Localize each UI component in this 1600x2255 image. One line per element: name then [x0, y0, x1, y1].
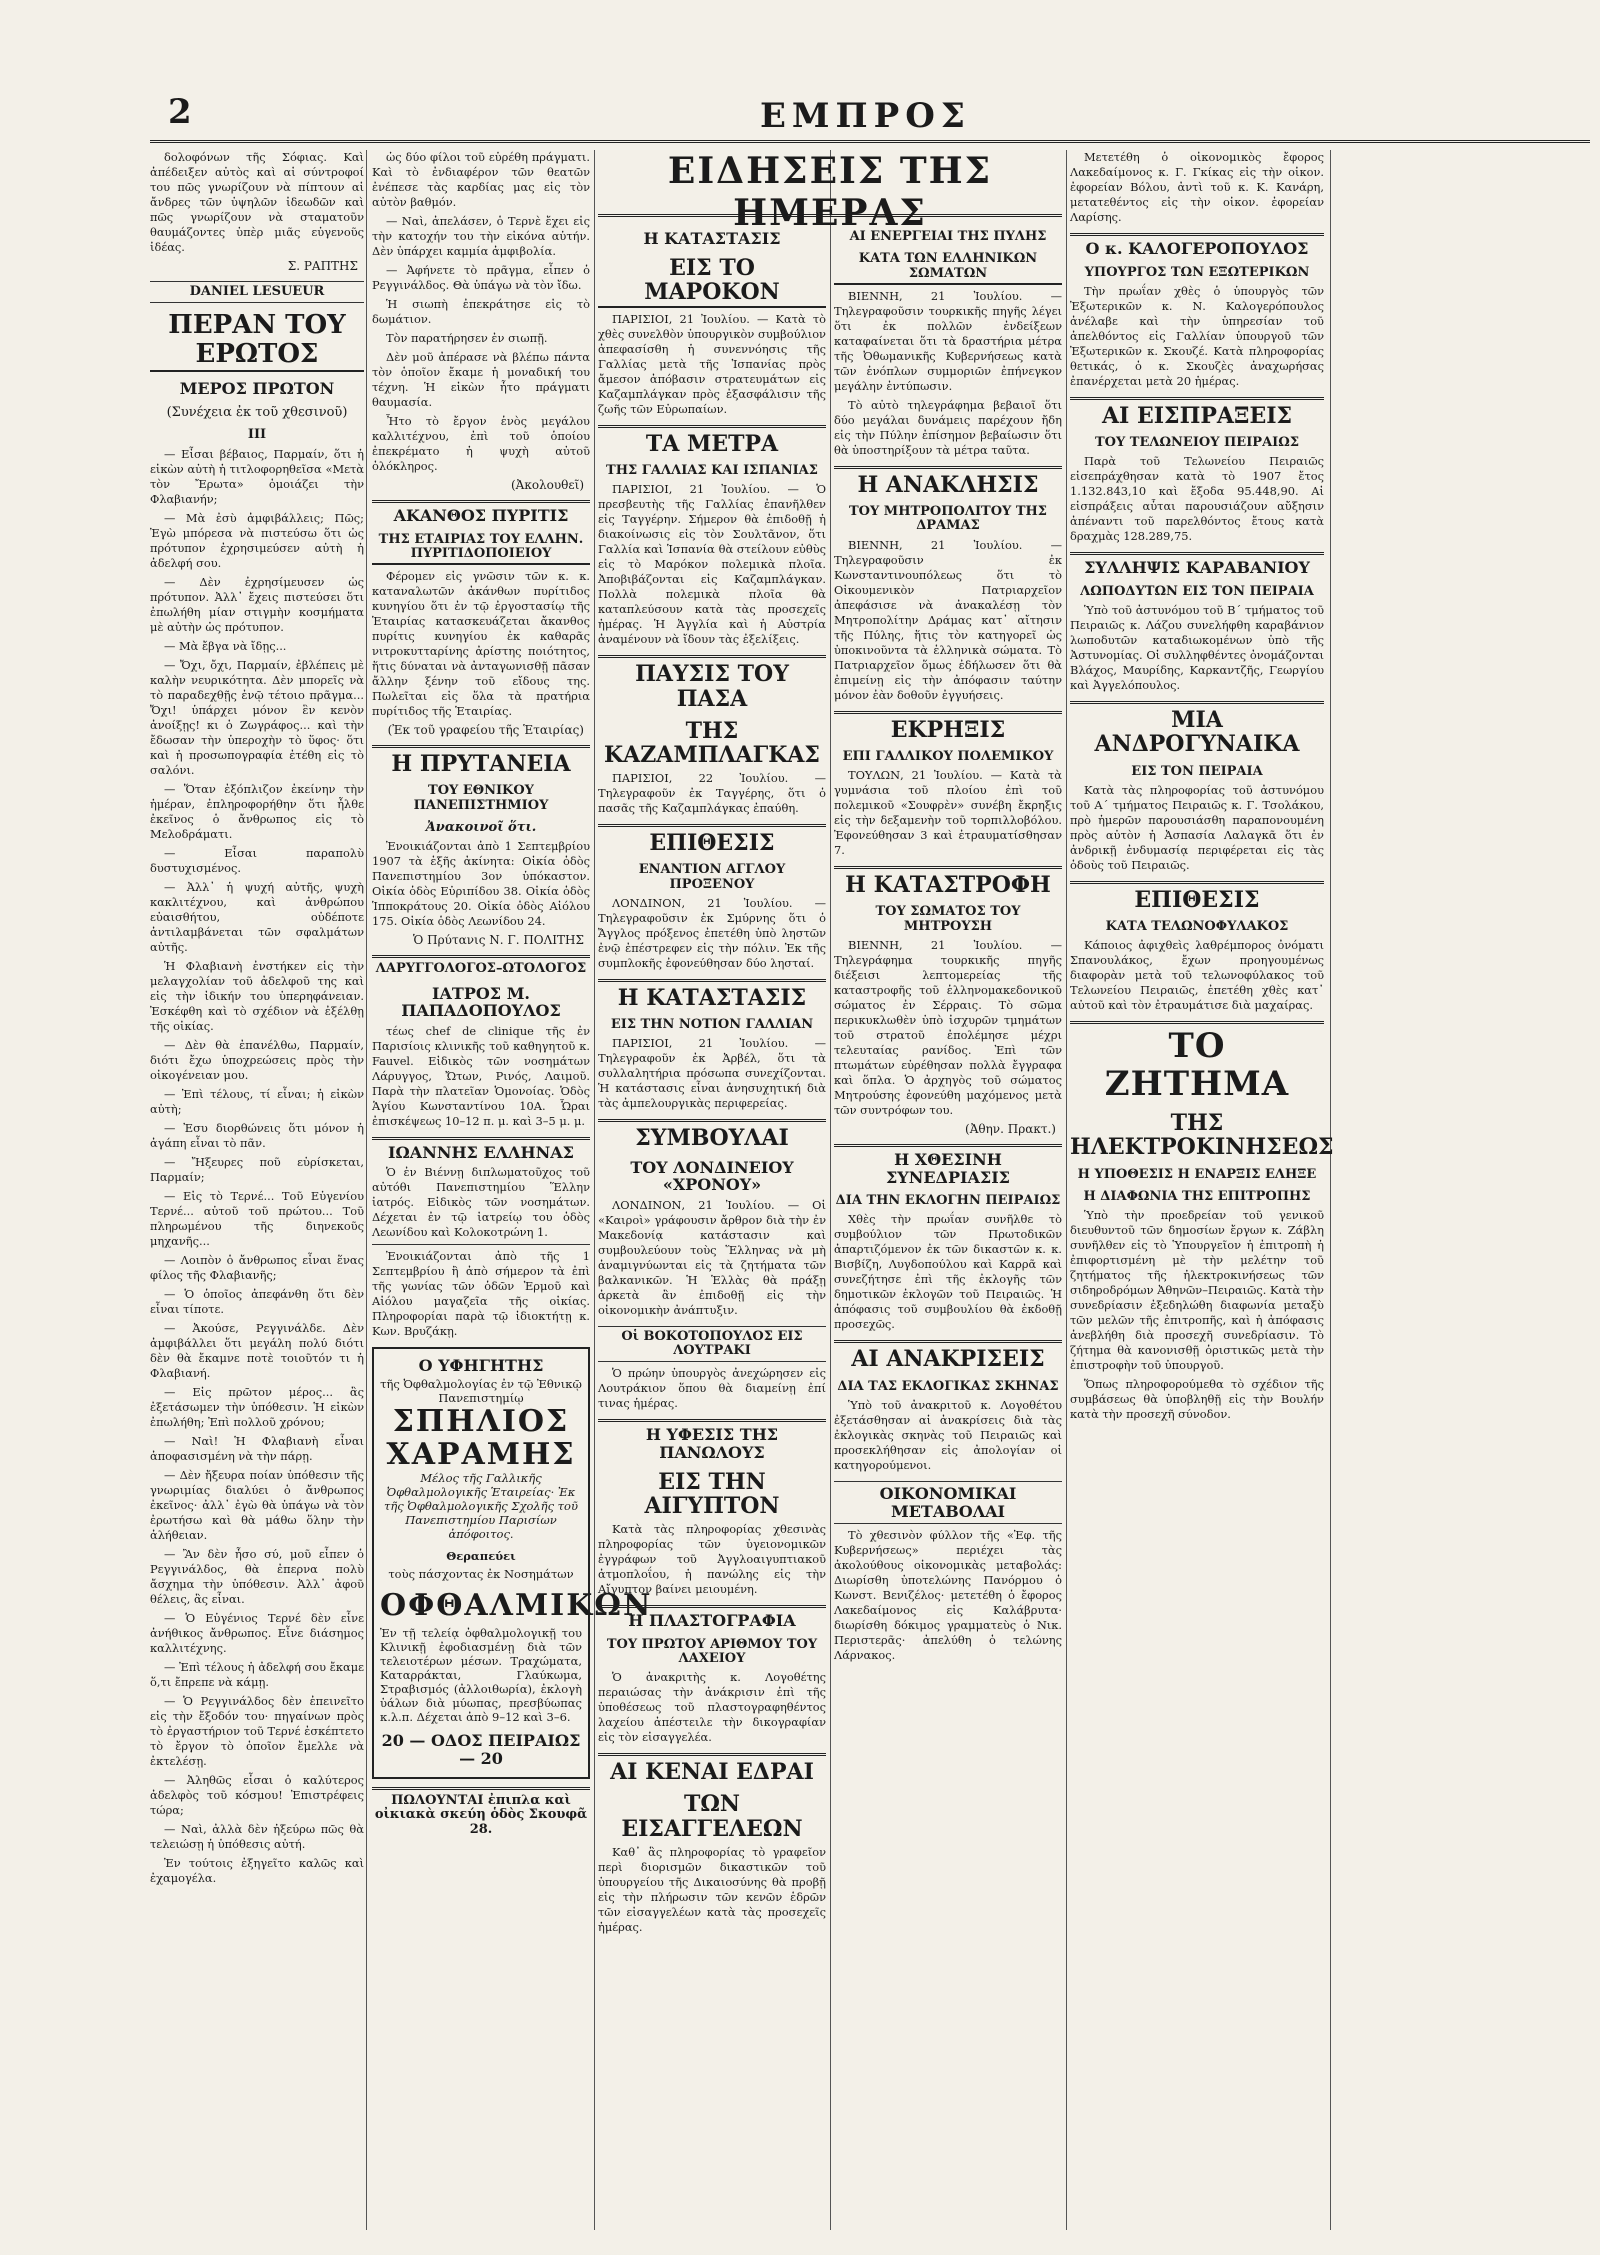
news-body: Ὑπὸ τοῦ ἀνακριτοῦ κ. Λογοθέτου ἐξετάσθησαν αἱ ἀνακρίσεις διὰ τὰς ἐκλογικὰς σκηνὰς τοῦ Πειραιῶς καὶ προσεκλήθησαν εἰς ἀπολογίαν οἱ κατηγορούμενοι.: [834, 1397, 1062, 1472]
masthead-rule: [150, 140, 1590, 143]
news-body: ΒΙΕΝΝΗ, 21 Ἰουλίου. — Τηλεγράφημα τουρκικῆς πηγῆς διέξεισι λεπτομερείας τῆς καταστροφῆς τοῦ ἑλληνομακεδονικοῦ σώματος ἐν Σέρραις. Τὸ σῶμα περικυκλωθὲν ὑπὸ ἰσχυρῶν τμημάτων τοῦ στρατοῦ ἐπολέμησε μέχρι τελευταίας ρανίδος. Ἐπὶ τῶν πτωμάτων εὑρέθησαν πολλὰ ἔγγραφα καὶ ὅπλα. Ὁ ἀρχηγὸς τοῦ σώματος Μητρούσης ἐφονεύθη μαχόμενος μετὰ τῶν συντρόφων του.: [834, 937, 1062, 1117]
news-body: ΛΟΝΔΙΝΟΝ, 21 Ἰουλίου. — Τηλεγραφοῦσιν ἐκ Σμύρνης ὅτι ὁ Ἄγγλος πρόξενος ἐπετέθη ὑπὸ ληστῶν ἐνῷ ἐπέστρεφεν εἰς τὴν πόλιν. Ἐκ τῆς συμπλοκῆς ἐφονεύθησαν δύο λησταί.: [598, 895, 826, 970]
column-rule: [1066, 150, 1067, 2230]
news-body: Ὑπὸ τοῦ ἀστυνόμου τοῦ Β΄ τμήματος τοῦ Πειραιῶς κ. Λάζου συνελήφθη καραβάνιον λωποδυτῶν καταδιωκομένων ὑπὸ τῆς Ἀστυνομίας. Οἱ συλληφθέντες ὀνομάζονται Βλάχος, Μαυρίδης, Καρκαντζῆς, Γεωργίου καὶ Ἀγγελόπουλος.: [1070, 603, 1324, 693]
serial-paragraph: — Εἶσαι βέβαιος, Παρμαίν, ὅτι ἡ εἰκὼν αὐτὴ ἡ τιτλοφορηθεῖσα «Μετὰ τὸν Ἔρωτα» ὁμοιάζει τὴν Φλαβιανήν;: [150, 446, 364, 506]
column-rule: [366, 150, 367, 2230]
advert-treats: Θεραπεύει: [446, 1548, 516, 1563]
page-number: 2: [168, 92, 192, 132]
serial-paragraph: — Ἐσυ διορθώνεις ὅτι μόνον ἡ ἀγάπη εἶναι τὸ πᾶν.: [150, 1120, 364, 1150]
news-heading: ΤΗΣ ΚΑΖΑΜΠΛΑΓΚΑΣ: [604, 717, 820, 769]
news-heading: Η ΧΘΕΣΙΝΗ ΣΥΝΕΔΡΙΑΣΙΣ: [834, 1144, 1062, 1186]
news-heading: Ο κ. ΚΑΛΟΓΕΡΟΠΟΥΛΟΣ: [1070, 233, 1324, 258]
news-heading: ΕΙΣ ΤΟ ΜΑΡΟΚΟΝ: [598, 256, 826, 308]
news-heading: ΣΥΛΛΗΨΙΣ ΚΑΡΑΒΑΝΙΟΥ: [1070, 552, 1324, 577]
news-subheading: ΤΟΥ ΜΗΤΡΟΠΟΛΙΤΟΥ ΤΗΣ ΔΡΑΜΑΣ: [849, 504, 1047, 534]
serial-paragraph: — Ἀφήνετε τὸ πρᾶγμα, εἶπεν ὁ Ρεγγινάλδος. Θὰ ὑπάγω νὰ τὸν ἴδω.: [372, 263, 590, 292]
notice-subheading: Ἀνακοινοῖ ὅτι.: [425, 819, 537, 835]
ophthalmologist-advert: [372, 1347, 653, 1779]
serial-paragraph: — Ναὶ! Ἡ Φλαβιανὴ εἶναι ἀποφασισμένη νὰ τὴν πάρῃ.: [150, 1433, 364, 1463]
serial-paragraph: — Εἶσαι παραπολὺ δυστυχισμένος.: [150, 845, 364, 875]
news-subheading: ΤΟΥ ΣΩΜΑΤΟΣ ΤΟΥ ΜΗΤΡΟΥΣΗ: [875, 904, 1021, 934]
serial-author: DANIEL LESUEUR: [150, 281, 364, 303]
news-heading: ΕΠΙΘΕΣΙΣ: [1070, 881, 1324, 912]
doctor-name: ΙΑΤΡΟΣ Μ. ΠΑΠΑΔΟΠΟΥΛΟΣ: [401, 983, 561, 1021]
news-heading: ΑΙ ΚΕΝΑΙ ΕΔΡΑΙ: [598, 1753, 826, 1784]
serial-paragraph: — Ὅταν ἐξόπλιζον ἐκείνην τὴν ἡμέραν, ἐπληροφορήθην ὅτι ἦλθε ἐκεῖνος ὁ ἄνθρωπος εἰς τὸ Μελοδράματι.: [150, 781, 364, 841]
column-circulation: [1334, 150, 1588, 2240]
news-heading: ΟΙΚΟΝΟΜΙΚΑΙ ΜΕΤΑΒΟΛΑΙ: [834, 1481, 1062, 1524]
news-body: Ὅπως πληροφορούμεθα τὸ σχέδιον τῆς συμβάσεως θὰ ὑποβληθῇ εἰς τὴν Βουλήν κατὰ τὴν προσεχῆ σύνοδον.: [1070, 1377, 1324, 1422]
news-subheading: ΕΙΣ ΤΟΝ ΠΕΙΡΑΙΑ: [1131, 763, 1263, 779]
serial-paragraph: — Ναὶ, ἀλλὰ δὲν ἠξεύρω πῶς θὰ τελειώσῃ ἡ ὑπόθεσις αὐτή.: [150, 1821, 364, 1851]
serial-paragraph: — Ἂν δὲν ἦσο σύ, μοῦ εἶπεν ὁ Ρεγγινάλδος, θὰ ἐπερνα πολὺ ἄσχημα τὴν ὑπόθεσιν. Ἀλλ᾿ ἀφοῦ θέλεις, ἂς εἶναι.: [150, 1546, 364, 1606]
news-heading: ΑΙ ΕΙΣΠΡΑΞΕΙΣ: [1070, 397, 1324, 428]
advert-description: Μέλος τῆς Γαλλικῆς Ὀφθαλμολογικῆς Ἑταιρείας· Ἐκ τῆς Ὀφθαλμολογικῆς Σχολῆς τοῦ Πανεπιστημίου Παρισίων ἀπόφοιτος.: [384, 1470, 578, 1541]
news-subheading: ΤΟΥ ΛΟΝΔΙΝΕΙΟΥ «ΧΡΟΝΟΥ»: [630, 1157, 794, 1195]
serial-title: ΠΕΡΑΝ ΤΟΥ ΕΡΩΤΟΣ: [150, 311, 364, 372]
news-subheading: Η ΥΠΟΘΕΣΙΣ Η ΕΝΑΡΞΙΣ ΕΛΗΞΕ: [1077, 1166, 1317, 1182]
news-body: Κατὰ τὰς πληροφορίας χθεσινὰς πληροφορίας τῶν ὑγειονομικῶν ἐγγράφων τοῦ Ἀγγλοαιγυπτιακοῦ ἀτμοπλοΐου, ἡ πανώλης εἰς τὴν Αἴγυπτον βαίνει μειουμένη.: [598, 1522, 826, 1596]
notice-subheading: ΤΗΣ ΕΤΑΙΡΙΑΣ ΤΟΥ ΕΛΛΗΝ. ΠΥΡΙΤΙΔΟΠΟΙΕΙΟΥ: [372, 533, 590, 566]
news-body: Κάποιος ἀφιχθεὶς λαθρέμπορος ὀνόματι Σπανουλάκος, ἔχων προηγουμένως διαφορὰν μετὰ τοῦ τελωνοφύλακος τοῦ Τελωνείου Πειραιῶς, ἐπετέθη χθὲς κατ᾿ αὐτοῦ καὶ τὸν ἐτραυμάτισε διὰ μαχαίρας.: [1070, 938, 1324, 1013]
news-subheading: ΔΙΑ ΤΑΣ ΕΚΛΟΓΙΚΑΣ ΣΚΗΝΑΣ: [837, 1378, 1059, 1394]
news-body: Καθ᾿ ἃς πληροφορίας τὸ γραφεῖον περὶ διορισμῶν δικαστικῶν τοῦ ὑπουργείου τῆς Δικαιοσύνης θὰ προβῇ εἰς τὴν πλήρωσιν τῶν κενῶν ἑδρῶν τῶν εἰσαγγελέων κατὰ τὰς προσεχεῖς ἡμέρας.: [598, 1844, 826, 1934]
news-subheading: ΥΠΟΥΡΓΟΣ ΤΩΝ ΕΞΩΤΕΡΙΚΩΝ: [1084, 264, 1310, 280]
news-heading: ΤΗΣ ΗΛΕΚΤΡΟΚΙΝΗΣΕΩΣ: [1070, 1110, 1334, 1161]
news-subheading: ΕΙΣ ΤΗΝ ΝΟΤΙΟΝ ΓΑΛΛΙΑΝ: [610, 1017, 814, 1033]
news-body: ΒΙΕΝΝΗ, 21 Ἰουλίου. — Τηλεγραφοῦσιν τουρκικῆς πηγῆς λέγει ὅτι ἐκ πολλῶν ἐνδείξεων καταφαίνεται ὅτι τὰ δραστήρια μέτρα τῆς Ὀθωμανικῆς Κυβερνήσεως κατὰ τῶν ἐνόπλων συμμοριῶν ἐπήνεγκον μεγάλην ἐντύπωσιν.: [834, 288, 1062, 393]
news-heading: Η ΠΛΑΣΤΟΓΡΑΦΙΑ: [598, 1605, 826, 1630]
serial-paragraph: — Ἐπὶ τέλους, τί εἶναι; ἡ εἰκὼν αὐτὴ;: [150, 1086, 364, 1116]
notice-source: (Ἐκ τοῦ γραφείου τῆς Ἑταιρίας): [387, 723, 584, 738]
serial-part: ΜΕΡΟΣ ΠΡΩΤΟΝ: [179, 379, 335, 399]
serial-chapter: ΙΙΙ: [247, 427, 267, 443]
advert-title: Ο ΥΦΗΓΗΤΗΣ: [418, 1356, 544, 1376]
advert-name: ΣΠΗΛΙΟΣ: [392, 1403, 570, 1439]
column-notices: [372, 150, 653, 2240]
news-heading: Η ΚΑΤΑΣΤΑΣΙΣ: [598, 979, 826, 1010]
serial-paragraph: — Μὰ ἔβγα νὰ ἴδῃς...: [164, 638, 287, 653]
advert-subtitle: τῆς Ὀφθαλμολογίας ἐν τῷ Ἐθνικῷ Πανεπιστημίῳ: [380, 1376, 582, 1405]
serial-continuation: (Συνέχεια ἐκ τοῦ χθεσινοῦ): [166, 405, 348, 421]
serial-paragraph: — Λοιπὸν ὁ ἄνθρωπος εἶναι ἕνας φίλος τῆς Φλαβιανῆς;: [150, 1252, 364, 1282]
news-subheading: ΚΑΤΑ ΤΩΝ ΕΛΛΗΝΙΚΩΝ ΣΩΜΑΤΩΝ: [834, 252, 1062, 285]
serial-paragraph: — Ἀλλ᾿ ἡ ψυχή αὐτῆς, ψυχὴ κακλιτέχνου, καὶ ἀνθρώπου εὐαισθήτου, οὐδέποτε ἀντιλαμβάνεται τῶν σφαλμάτων αὐτῆς.: [150, 879, 364, 954]
news-heading: ΑΙ ΑΝΑΚΡΙΣΕΙΣ: [834, 1340, 1062, 1371]
news-body: Χθὲς τὴν πρωΐαν συνῆλθε τὸ συμβούλιον τῶν Πρωτοδικῶν ἀπαρτιζόμενον ἐκ τῶν δικαστῶν κ. κ. Βισβίζη, Λυγδοπούλου καὶ Καρρᾶ καὶ συνεζήτησε ἐπὶ τῆς ἐκλογῆς τῶν δημοτικῶν ἐκλογῶν τοῦ Πειραιῶς. Ἡ ἀπόφασις τοῦ συμβουλίου θὰ ἐκδοθῇ προσεχῶς.: [834, 1212, 1062, 1332]
serial-paragraph: — Ὁ Ρεγγινάλδος δὲν ἐπεινεῖτο εἰς τὴν ἔξοδόν του· πηγαίνων πρὸς τὸ ἐργαστήριον τοῦ Τερνέ ἐσκέπτετο τὸ ἔργον τὸ ὁποῖον ἔμελλε νὰ ἐκτελέσῃ.: [150, 1693, 364, 1768]
news-subheading: ΕΝΑΝΤΙΟΝ ΑΓΓΛΟΥ ΠΡΟΞΕΝΟΥ: [638, 862, 786, 892]
notice-body: Φέρομεν εἰς γνῶσιν τῶν κ. κ. καταναλωτῶν ἀκάνθων πυρίτιδος κυνηγίου ὅτι ἐν τῷ ἐργοστασίῳ τῆς Ἑταιρίας κατασκευάζεται ἄκανθος πυρίτις κυνηγίου ἐκ καθαρᾶς νιτροκυτταρίνης ἀρίστης ποιότητος, ἥτις δύναται νὰ ἀνταγωνισθῇ πᾶσαν ἄλλην ξένην τοῦ εἴδους της. Πωλεῖται εἰς ὅλα τὰ πρατήρια πυρίτιδος τῆς Ἑταιρίας.: [372, 569, 590, 719]
news-heading: Οἱ ΒΟΚΟΤΟΠΟΥΛΟΣ ΕΙΣ ΛΟΥΤΡΑΚΙ: [598, 1326, 826, 1363]
notice-body: Ἐνοικιάζονται ἀπὸ 1 Σεπτεμβρίου 1907 τὰ ἑξῆς ἀκίνητα: Οἰκία ὁδὸς Πανεπιστημίου 3ον ὑπόκαστον. Οἰκία ὁδὸς Εὐριπίδου 38. Οἰκία ὁδὸς Ἱπποκράτους 20. Οἰκία ὁδὸς Αἰόλου 175. Οἰκία ὁδὸς Λεωνίδου 24.: [372, 839, 590, 929]
news-subheading: ΔΙΑ ΤΗΝ ΕΚΛΟΓΗΝ ΠΕΙΡΑΙΩΣ: [835, 1193, 1061, 1209]
news-subheading: ΤΗΣ ΓΑΛΛΙΑΣ ΚΑΙ ΙΣΠΑΝΙΑΣ: [606, 463, 818, 479]
column-serial: [150, 150, 364, 2240]
news-heading: Η ΥΦΕΣΙΣ ΤΗΣ ΠΑΝΩΛΟΥΣ: [598, 1419, 826, 1461]
advert-name: ΧΑΡΑΜΗΣ: [386, 1436, 576, 1472]
doctor-body: τέως chef de clinique τῆς ἐν Παρισίοις κλινικῆς τοῦ καθηγητοῦ κ. Fauvel. Εἰδικὸς τῶν νοσημάτων Λάρυγγος, Ὤτων, Ρινός, Λαιμοῦ. Παρὰ τὴν πλατεῖαν Ὁμονοίας. Ὁδὸς Ἁγίου Κωνσταντίνου 10Α. Ὧραι ἐπισκέψεως 10–12 π. μ. καὶ 3–5 μ. μ.: [372, 1023, 590, 1128]
serial-paragraph: Ἦτο τὸ ἔργον ἑνὸς μεγάλου καλλιτέχνου, ἐπὶ τοῦ ὁποίου ἐπεκρέματο ἡ ψυχὴ αὐτοῦ ὁλόκληρος.: [372, 414, 590, 473]
news-heading: ΕΙΣ ΤΗΝ ΑΙΓΥΠΤΟΝ: [644, 1468, 780, 1519]
newspaper-name: ΕΜΠΡΟΣ: [760, 96, 971, 136]
to-be-continued: (Ἀκολουθεῖ): [510, 478, 584, 492]
serial-paragraph: — Εἰς πρῶτον μέρος... ἂς ἐξετάσωμεν τὴν ὑπόθεσιν. Ἡ εἰκὼν ἐπωλήθη; Ἐπὶ πολλοῦ χρόνου;: [150, 1384, 364, 1429]
notice-heading: ΑΚΑΝΘΟΣ ΠΥΡΙΤΙΣ: [372, 500, 590, 525]
notice-subheading: ΤΟΥ ΕΘΝΙΚΟΥ ΠΑΝΕΠΙΣΤΗΜΙΟΥ: [413, 783, 549, 813]
news-subheading: ΛΩΠΟΔΥΤΩΝ ΕΙΣ ΤΟΝ ΠΕΙΡΑΙΑ: [1080, 583, 1314, 599]
doctor-name: ΙΩΑΝΝΗΣ ΕΛΛΗΝΑΣ: [372, 1137, 590, 1162]
news-subheading: Η ΔΙΑΦΩΝΙΑ ΤΗΣ ΕΠΙΤΡΟΠΗΣ: [1083, 1188, 1311, 1204]
news-heading: Η ΚΑΤΑΣΤΡΟΦΗ: [834, 866, 1062, 897]
advert-text: Ἐν τῇ τελείᾳ ὀφθαλμολογικῇ του Κλινικῇ ἐφοδιασμένῃ διὰ τῶν τελειοτέρων μέσων. Τραχώματα, Καταρράκται, Γλαύκωμα, Στραβισμός (ἀλλοιθωρία), ἐκλογὴ ὑάλων διὰ μύωπας, πρεσβύωπας κ.λ.π. Δέχεται ἀπὸ 9–12 καὶ 3–6.: [380, 1625, 582, 1724]
serial-paragraph: — Ὁ Εὐγένιος Τερνέ δὲν εἶνε ἀνήθικος ἄνθρωπος. Εἶνε διάσημος καλλιτέχνης.: [150, 1610, 364, 1655]
serial-paragraph: ὡς δύο φίλοι τοῦ εὑρέθη πράγματι. Καὶ τὸ ἐνδιαφέρον τῶν θεατῶν ἐνέπεσε τὰς καρδίας μας εἰς τὸν αὐτὸν βαθμόν.: [372, 150, 590, 209]
rental-notice: Ἐνοικιάζονται ἀπὸ τῆς 1 Σεπτεμβρίου ἢ ἀπὸ σήμερον τὰ ἐπὶ τῆς γωνίας τῶν ὁδῶν Ἑρμοῦ καὶ Αἰόλου μαγαζεῖα τῆς οἰκίας. Πληροφορίαι παρὰ τῷ ἰδιοκτήτῃ κ. Κων. Βρυζάκῃ.: [372, 1244, 590, 1339]
serial-paragraph: — Ἐπὶ τέλους ἡ ἀδελφή σου ἔκαμε ὅ,τι ἔπρεπε νὰ κάμῃ.: [150, 1659, 364, 1689]
news-body: Τὴν πρωΐαν χθὲς ὁ ὑπουργὸς τῶν Ἐξωτερικῶν κ. Ν. Καλογερόπουλος ἀνέλαβε καὶ τὴν ὑπηρεσίαν τοῦ ἀπελθόντος εἰς Γαλλίαν ὑπουργοῦ τῶν Ἐξωτερικῶν κ. Σκουζέ. Κατὰ πληροφορίας θετικάς, ὁ κ. Σκουζὲς ἀναχωρήσας ἐπανέρχεται μετὰ 20 ἡμέρας.: [1070, 283, 1324, 388]
serial-paragraph: — Ἤξευρες ποῦ εὑρίσκεται, Παρμαίν;: [150, 1154, 364, 1184]
serial-paragraph: — Ναὶ, ἀπελάσεν, ὁ Τερνὲ ἔχει εἰς τὴν κατοχήν του τὴν εἰκόνα αὐτήν. Δὲν ὑπάρχει καμμία ἀμφιβολία.: [372, 214, 590, 258]
serial-body: [150, 447, 364, 1886]
serial-paragraph: — Εἰς τὸ Τερνέ... Τοῦ Εὐγενίου Τερνέ... αὐτοῦ τοῦ πρώτου... Τοῦ πληρωμένου τῆς διηνεκοῦς μηχανῆς...: [150, 1188, 364, 1248]
column-news-3: [1070, 150, 1334, 2240]
serial-paragraph: Ἐν τούτοις ἐξηγεῖτο καλῶς καὶ ἐχαμογέλα.: [150, 1855, 364, 1885]
column-news-1: [598, 222, 826, 2232]
news-heading: ΤΩΝ ΕΙΣΑΓΓΕΛΕΩΝ: [621, 1791, 803, 1842]
news-body: Ὑπὸ τὴν προεδρείαν τοῦ γενικοῦ διευθυντοῦ τῶν δημοσίων ἔργων κ. Ζάβλη συνῆλθεν εἰς τὸ Ὑπουργεῖον ἡ ἐπιτροπὴ ἡ ἐπιφορτισμένη μὲ τὴν μελέτην τοῦ ζητήματος τῆς ἠλεκτροκινήσεως τῶν σιδηροδρόμων Ἀθηνῶν–Πειραιῶς. Κατὰ τὴν συνεδρίασιν ἐξεδηλώθη διαφωνία μεταξὺ τῶν μελῶν τῆς ἐπιτροπῆς, καὶ ἡ ἀπόφασις ἀνεβλήθη διὰ προσεχῆ συνεδρίασιν. Τὸ ζήτημα θὰ κανονισθῇ ὁριστικῶς μετὰ τὴν ἐπιστροφὴν τοῦ ὑπουργοῦ.: [1070, 1208, 1324, 1373]
serial-paragraph: Τὸν παρατήρησεν ἐν σιωπῇ.: [386, 331, 548, 345]
advert-address: 20 — ΟΔΟΣ ΠΕΙΡΑΙΩΣ — 20: [381, 1730, 581, 1768]
signature: Σ. ΡΑΠΤΗΣ: [287, 259, 358, 273]
news-subheading: ΚΑΤΑ ΤΕΛΩΝΟΦΥΛΑΚΟΣ: [1105, 919, 1289, 935]
notice-heading: Η ΠΡΥΤΑΝΕΙΑ: [372, 745, 590, 776]
news-subheading: ΤΟΥ ΠΡΩΤΟΥ ΑΡΙΘΜΟΥ ΤΟΥ ΛΑΧΕΙΟΥ: [606, 1636, 818, 1666]
news-heading: ΣΥΜΒΟΥΛΑΙ: [598, 1119, 826, 1150]
news-heading: ΤΟ ΖΗΤΗΜΑ: [1070, 1021, 1324, 1103]
column-news-2: [834, 222, 1062, 2232]
news-body: Παρὰ τοῦ Τελωνείου Πειραιῶς εἰσεπράχθησαν κατὰ τὸ 1907 ἔτος 1.132.843,10 καὶ ἔξοδα 95.448,90. Αἱ εἰσπράξεις αὗται παρουσιάζουν αὔξησιν ἀπέναντι τοῦ παρελθόντος ἔτους κατὰ δραχμὰς 128.289,75.: [1070, 454, 1324, 544]
serial-paragraph: — Ὄχι, ὄχι, Παρμαίν, ἐβλέπεις μὲ καλὴν νευρικότητα. Δὲν μπορεῖς νὰ τὸ παραδεχθῇς ἐνῷ τέτοιο πρᾶγμα... Ὄχι! ὑπάρχει μόνον ἓν κενὸν ἀνοίξῃς! κι ὁ Ζωγράφος... καὶ τὴν ἔδωσαν τὴν ὑπεροχὴν τὸ ὕφος· ὅτι καὶ ἡ προσωπογραφία ἐτέθη εἰς τὸ σαλόνι.: [150, 657, 364, 777]
serial-paragraph: Ἡ σιωπὴ ἐπεκράτησε εἰς τὸ δωμάτιον.: [372, 297, 590, 326]
doctor-heading: ΛΑΡΥΓΓΟΛΟΓΟΣ–ΩΤΟΛΟΓΟΣ: [372, 955, 590, 976]
news-subheading: ΤΟΥ ΤΕΛΩΝΕΙΟΥ ΠΕΙΡΑΙΩΣ: [1094, 435, 1300, 451]
news-heading: ΤΑ ΜΕΤΡΑ: [598, 425, 826, 456]
news-heading: ΕΠΙΘΕΣΙΣ: [598, 824, 826, 855]
news-heading: Η ΑΝΑΚΛΗΣΙΣ: [834, 466, 1062, 497]
column-rule: [594, 150, 595, 2230]
news-body: Τὸ αὐτὸ τηλεγράφημα βεβαιοῖ ὅτι δύο μεγάλαι δυνάμεις παρέχουν ἤδη εἰς τὴν Πύλην ἐπίσημον βεβαίωσιν ὅτι θὰ ὑποστηρίξουν τὰ μέτρα ταῦτα.: [834, 397, 1062, 457]
serial-paragraph: Δὲν μοῦ ἀπέρασε νὰ βλέπω πάντα τὸν ὁποῖον ἔκαμε ἡ μοναδική του τέχνη. Ἡ εἰκὼν ἦτο πράγματι θαυμασία.: [372, 350, 590, 409]
column-rule: [830, 150, 831, 2230]
news-body: ΠΑΡΙΣΙΟΙ, 21 Ἰουλίου. — Ὁ πρεσβευτὴς τῆς Γαλλίας ἐπανῆλθεν εἰς Ταγγέρην. Σήμερον θὰ ἐπιδοθῇ ἡ διακοίνωσις εἰς τὸν Σουλτᾶνον, ὅτι Γαλλία καὶ Ἱσπανία θὰ στείλουν εὐθὺς εἰς τὸ Μαρόκον πολεμικὰ πλοῖα. Ἀποβιβάζονται εἰς Καζαμπλάγκαν. Πολλὰ πολεμικὰ πλοῖα θὰ καταπλεύσουν κατὰ τὰς προσεχεῖς ἡμέρας. Ἡ Ἀγγλία καὶ ἡ Αὐστρία ἀναμένουν νὰ ἴδουν τὰς ἐξελίξεις.: [598, 482, 826, 647]
serial-paragraph: — Ἀκούσε, Ρεγγινάλδε. Δὲν ἀμφιβάλλει ὅτι μεγάλη πολύ διότι δὲν θὰ ἔκαμνε ποτὲ τοιοῦτόν τι ἡ Φλαβιανή.: [150, 1320, 364, 1380]
doctor-body: Ὁ ἐν Βιέννῃ διπλωματοῦχος τοῦ αὐτόθι Πανεπιστημίου Ἕλλην ἰατρός. Εἰδικὸς τῶν νοσημάτων. Δέχεται ἐν τῷ ἰατρείῳ του ὁδὸς Λεωνίδου καὶ Κολοκοτρώνη 1.: [372, 1165, 590, 1240]
news-heading: ΑΙ ΕΝΕΡΓΕΙΑΙ ΤΗΣ ΠΥΛΗΣ: [849, 229, 1047, 244]
serial-paragraph: Ἡ Φλαβιανὴ ἐνστήκεν εἰς τὴν μελαγχολίαν τοῦ ἀδελφοῦ της καὶ εἰς τὴν ἰδικήν του ὑπερηφάνειαν. Ἐσκέφθη καὶ τὸ σχέδιον νὰ ἐξέλθῃ τῆς οἰκίας.: [150, 958, 364, 1033]
sale-notice: ΠΩΛΟΥΝΤΑΙ ἐπιπλα καὶ οἰκιακὰ σκεύη ὁδὸς Σκουφᾶ 28.: [372, 1787, 590, 1837]
serial-paragraph: — Δὲν θὰ ἐπανέλθω, Παρμαίν, διότι ἔχω ὑποχρεώσεις πρὸς τὴν οἰκογένειαν μου.: [150, 1037, 364, 1082]
news-body: Ὁ ἀνακριτὴς κ. Λογοθέτης περαιώσας τὴν ἀνάκρισιν ἐπὶ τῆς ὑποθέσεως τοῦ πλαστογραφηθέντος λαχείου ἀπέστειλε τὴν δικογραφίαν εἰς τὸν εἰσαγγελέα.: [598, 1670, 826, 1745]
serial-paragraph: — Δὲν ἐχρησίμευσεν ὡς πρότυπον. Ἀλλ᾿ ἔχεις πιστεύσει ὅτι ἐπωλήθη μίαν στιγμὴν κοσμήματα μὲ αὐτὴν ὡς πρότυπον.: [150, 574, 364, 634]
news-body: Ὁ πρώην ὑπουργὸς ἀνεχώρησεν εἰς Λουτράκιον ὅπου θὰ διαμείνῃ ἐπί τινας ἡμέρας.: [598, 1366, 826, 1411]
news-heading: ΜΙΑ ΑΝΔΡΟΓΥΝΑΙΚΑ: [1070, 701, 1324, 756]
masthead: [0, 92, 1600, 140]
news-of-the-day-banner: ΕΙΔΗΣΕΙΣ ΤΗΣ ΗΜΕΡΑΣ: [598, 150, 1062, 217]
news-body: ΤΟΥΛΩΝ, 21 Ἰουλίου. — Κατὰ τὰ γυμνάσια τοῦ πλοίου ἐπὶ τοῦ πολεμικοῦ «Σουφρὲν» συνέβη ἔκρηξις εἰς τὴν δεξαμενὴν τοῦ τορπιλλοβόλου. Ἐφονεύθησαν 3 καὶ ἐτραυματίσθησαν 7.: [834, 768, 1062, 858]
news-body: Κατὰ τὰς πληροφορίας τοῦ ἀστυνόμου τοῦ Α΄ τμήματος Πειραιῶς κ. Γ. Τσολάκου, πρὸ ἡμερῶν παρουσιάσθη παραπονουμένη πρὸς αὐτὸν ἡ Ἀσπασία Λαλαγκᾶ ὅτι ἐν ἀνδρικῇ ἐνδυμασίᾳ περιφέρεται εἰς τὰς ὁδοὺς τοῦ Πειραιῶς.: [1070, 782, 1324, 872]
serial-paragraph: — Ὁ ὁποῖος ἀπεφάνθη ὅτι δὲν εἶναι τίποτε.: [150, 1286, 364, 1316]
news-body: ΠΑΡΙΣΙΟΙ, 21 Ἰουλίου. — Τηλεγραφοῦν ἐκ Ἀρβέλ, ὅτι τὰ συλλαλητήρια πρόσωπα συνεχίζονται. Ἡ κατάστασις εἶναι ἀνησυχητική διὰ τὰς ἀμπελουργικὰς περιφερείας.: [598, 1036, 826, 1111]
news-body: ΒΙΕΝΝΗ, 21 Ἰουλίου. — Τηλεγραφοῦσιν ἐκ Κωνσταντινουπόλεως ὅτι τὸ Οἰκουμενικὸν Πατριαρχεῖον ἀπεφάσισε νὰ ἀνακαλέσῃ τὸν Μητροπολίτην Δράμας κατ᾿ αἴτησιν τῆς Πύλης, ἥτις τὸν κατηγορεῖ ὡς ὑποκινοῦντα τὰ ἑλληνικὰ σώματα. Τὸ Πατριαρχεῖον ὅμως ἐδήλωσεν ὅτι θὰ ἐπιμείνῃ εἰς τὴν ἀπόφασιν ταύτην μόνον ἐὰν δοθοῦν ἐγγυήσεις.: [834, 537, 1062, 702]
advert-specialty: ΟΦΘΑΛΜΙΚΩΝ: [380, 1587, 653, 1623]
news-source: (Ἀθην. Πρακτ.): [965, 1121, 1056, 1136]
advert-treats-line: τοὺς πάσχοντας ἐκ Νοσημάτων: [388, 1566, 574, 1581]
news-body: Τὸ χθεσινὸν φύλλον τῆς «Ἐφ. τῆς Κυβερνήσεως» περιέχει τὰς ἀκολούθους οἰκονομικὰς μεταβολάς: Διωρίσθη ὑποτελώνης Πανόρμου ὁ Κωνστ. Βενιζέλος· μετετέθη ὁ ἔφορος Λακεδαίμονος εἰς Καλάβρυτα· διωρίσθη δόκιμος γραμματεὺς ὁ Νικ. Περιστερᾶς· ἀπελύθη ὁ τελώνης Λάρνακος.: [834, 1528, 1062, 1663]
news-heading: Η ΚΑΤΑΣΤΑΣΙΣ: [643, 229, 781, 248]
serial-paragraph: — Ἀληθῶς εἶσαι ὁ καλύτερος ἀδελφὸς τοῦ κόσμου! Ἐπιστρέφεις τώρα;: [150, 1772, 364, 1817]
news-body: Μετετέθη ὁ οἰκονομικὸς ἔφορος Λακεδαίμονος κ. Γ. Γκίκας εἰς τὴν οἰκον. ἐφορείαν Βόλου, ἀντὶ τοῦ κ. Κ. Κανάρη, μετατεθέντος εἰς τὴν οἰκον. ἐφορείαν Λαρίσης.: [1070, 150, 1324, 224]
news-heading: ΕΚΡΗΞΙΣ: [834, 711, 1062, 742]
news-body: ΠΑΡΙΣΙΟΙ, 22 Ἰουλίου. — Τηλεγραφοῦν ἐκ Ταγγέρης, ὅτι ὁ πασᾶς τῆς Καζαμπλάγκας ἐπαύθη.: [598, 771, 826, 816]
news-heading: ΠΑΥΣΙΣ ΤΟΥ ΠΑΣΑ: [598, 655, 826, 710]
serial-paragraph: — Μὰ ἐσὺ ἀμφιβάλλεις; Πῶς; Ἐγὼ μπόρεσα νὰ πιστεύσω ὅτι ὡς πρότυπον ἐχρησιμεύσεν αὐτὴ ἡ ἀδελφή σου.: [150, 510, 364, 570]
serial-paragraph: — Δὲν ἤξευρα ποίαν ὑπόθεσιν τῆς γνωριμίας διαλύει ὁ ἄνθρωπος ἐκεῖνος· ἀλλ᾿ ἐγὼ θὰ ὑπάγω νὰ τὸν ἐρωτήσω καὶ θὰ μάθω ὅλην τὴν ἀλήθειαν.: [150, 1467, 364, 1542]
news-body: ΠΑΡΙΣΙΟΙ, 21 Ἰουλίου. — Κατὰ τὸ χθὲς συνελθὸν ὑπουργικὸν συμβούλιον ἀπεφασίσθη ἡ συνεννόησις τῆς Γαλλίας μετὰ τῆς Ἱσπανίας πρὸς ἄμεσον ἀπόβασιν στρατευμάτων εἰς Καζαμπλάγκαν πρὸς ἐξασφάλισιν τῆς ζωῆς τῶν Εὐρωπαίων.: [598, 311, 826, 416]
news-body: ΛΟΝΔΙΝΟΝ, 21 Ἰουλίου. — Οἱ «Καιροὶ» γράφουσιν ἄρθρον διὰ τὴν ἐν Μακεδονίᾳ κατάστασιν καὶ συμβουλεύουν τοὺς Ἕλληνας νὰ μὴ ἀναμιγνύωνται εἰς τὰ ζητήματα τῶν βαλκανικῶν. Ἡ Ἑλλὰς θὰ πράξῃ ἀρκετὰ ἂν ἐπιδοθῇ εἰς τὴν οἰκονομικὴν ἀνάπτυξιν.: [598, 1197, 826, 1317]
column-rule: [1330, 150, 1331, 2230]
news-subheading: ΕΠΙ ΓΑΛΛΙΚΟΥ ΠΟΛΕΜΙΚΟΥ: [842, 748, 1054, 764]
intro-paragraph: δολοφόνων τῆς Σόφιας. Καὶ ἀπέδειξεν αὐτὸς καὶ αἱ σύντροφοί του πῶς γνωρίζουν νὰ πίπτουν αἱ ἄνδρες τῶν ὑψηλῶν ἰδεωδῶν καὶ πῶς γνωρίζουν νὰ σταματοῦν θαυμάζοντες ὑπὲρ μιᾶς εὐγενοῦς ἰδέας.: [150, 150, 364, 254]
notice-signature: Ὁ Πρύτανις Ν. Γ. ΠΟΛΙΤΗΣ: [413, 933, 584, 948]
